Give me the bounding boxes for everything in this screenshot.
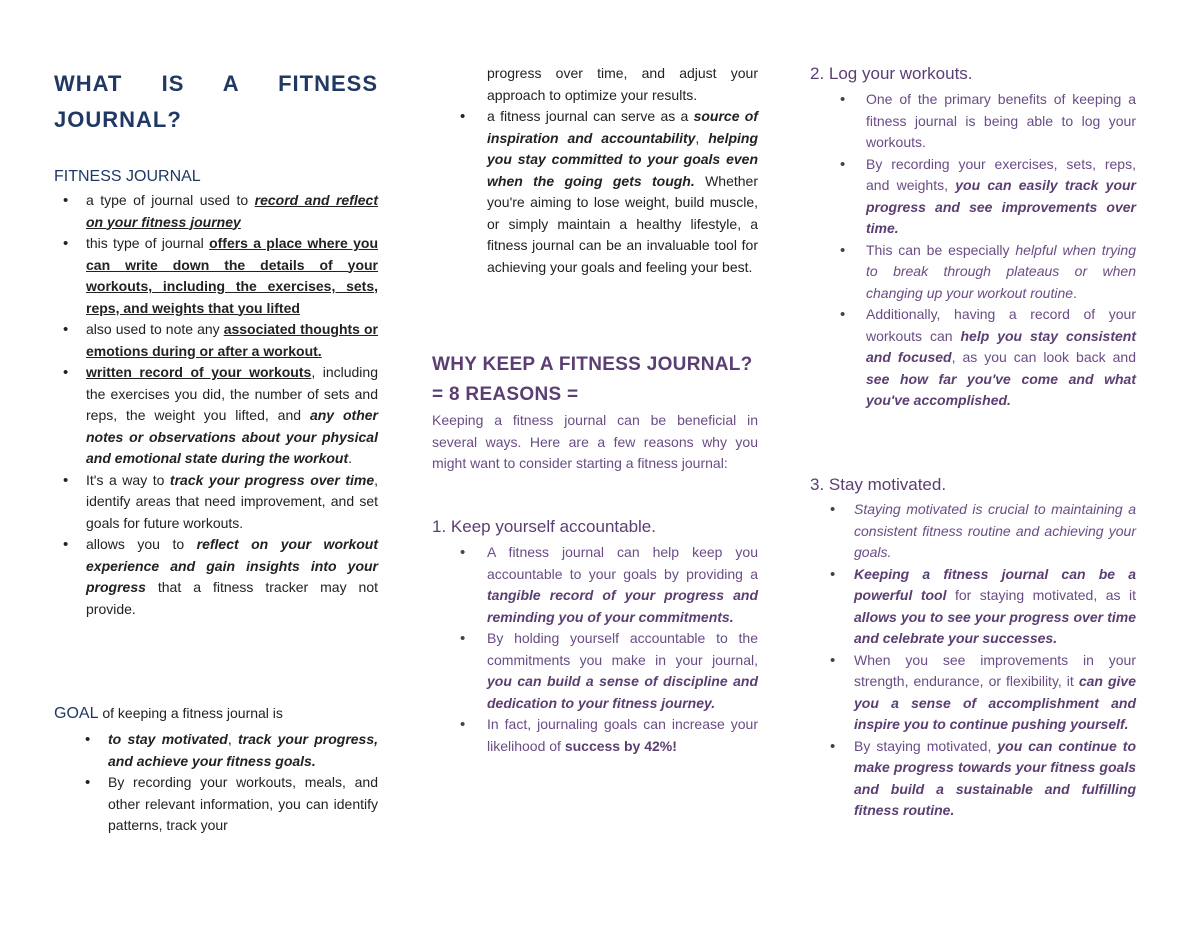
list-item: • By recording your workouts, meals, and other relevant information, you can identify patterns, track your	[76, 772, 378, 837]
reason-1-heading: 1. Keep yourself accountable.	[432, 517, 656, 536]
goal-list	[76, 729, 378, 837]
fitness-journal-heading: FITNESS JOURNAL	[54, 168, 201, 185]
list-item: • allows you to reflect on your workout experience and gain insights into your progress that a fitness tracker may not provide.	[54, 534, 378, 620]
reason-1-list	[432, 542, 758, 757]
list-item: • a type of journal used to record and reflect on your fitness journey	[54, 190, 378, 233]
list-item: • Staying motivated is crucial to maintaining a consistent fitness routine and achieving your goals.	[810, 499, 1136, 564]
reason-2-list	[810, 89, 1136, 412]
list-item: • By recording your exercises, sets, reps, and weights, you can easily track your progress and see improvements over time.	[810, 154, 1136, 240]
page-title: WHAT IS A FITNESS JOURNAL?	[54, 71, 378, 132]
section-title: WHY KEEP A FITNESS JOURNAL? = 8 REASONS =	[432, 354, 753, 405]
list-item: • By staying motivated, you can continue to make progress towards your fitness goals and build a sustainable and fulfilling fitness routine.	[810, 736, 1136, 822]
list-item: • written record of your workouts, including the exercises you did, the number of sets and reps, the weight you lifted, and any other notes or observations about your physical and emotional state during the workout.	[54, 362, 378, 470]
list-item: • By holding yourself accountable to the commitments you make in your journal, you can build a sense of discipline and dedication to your fitness journey.	[432, 628, 758, 714]
list-item: • In fact, journaling goals can increase your likelihood of success by 42%!	[432, 714, 758, 757]
list-item: • One of the primary benefits of keeping a fitness journal is being able to log your workouts.	[810, 89, 1136, 154]
list-item: • to stay motivated, track your progress, and achieve your fitness goals.	[76, 729, 378, 772]
list-item: • When you see improvements in your strength, endurance, or flexibility, it can give you a sense of accomplishment and inspire you to continue pushing yourself.	[810, 650, 1136, 736]
list-item: • Additionally, having a record of your workouts can help you stay consistent and focused, as you can look back and see how far you've come and what you've accomplished.	[810, 304, 1136, 412]
list-item: • This can be especially helpful when trying to break through plateaus or when changing up your workout routine.	[810, 240, 1136, 305]
goal-heading: GOAL of keeping a fitness journal is	[54, 705, 283, 722]
definition-list	[54, 190, 378, 620]
reason-3-heading: 3. Stay motivated.	[810, 475, 947, 494]
intro-paragraph: Keeping a fitness journal can be beneficial in several ways. Here are a few reasons why you might want to consider starting a fitness journal:	[432, 412, 758, 471]
list-item: • this type of journal offers a place where you can write down the details of your workouts, including the exercises, sets, reps, and weights that you lifted	[54, 233, 378, 319]
list-item: • It's a way to track your progress over time, identify areas that need improvement, and set goals for future workouts.	[54, 470, 378, 535]
continued-text: progress over time, and adjust your approach to optimize your results. • a fitness journal can serve as a source of inspiration and accountability, helping you stay committed to your goals even when the going gets tough. Whether you're aiming to lose weight, build muscle, or simply maintain a healthy lifestyle, a fitness journal can be an invaluable tool for achieving your goals and feeling your best.	[432, 63, 758, 278]
list-item: • also used to note any associated thoughts or emotions during or after a workout.	[54, 319, 378, 362]
reason-3-list	[810, 499, 1136, 822]
list-item: • A fitness journal can help keep you accountable to your goals by providing a tangible record of your progress and reminding you of your commitments.	[432, 542, 758, 628]
list-item: • Keeping a fitness journal can be a powerful tool for staying motivated, as it allows you to see your progress over time and celebrate your successes.	[810, 564, 1136, 650]
reason-2-heading: 2. Log your workouts.	[810, 64, 973, 83]
list-item: • a fitness journal can serve as a source of inspiration and accountability, helping you stay committed to your goals even when the going gets tough. Whether you're aiming to lose weight, build muscle, or simply maintain a healthy lifestyle, a fitness journal can be an invaluable tool for achieving your goals and feeling your best.	[432, 106, 758, 278]
